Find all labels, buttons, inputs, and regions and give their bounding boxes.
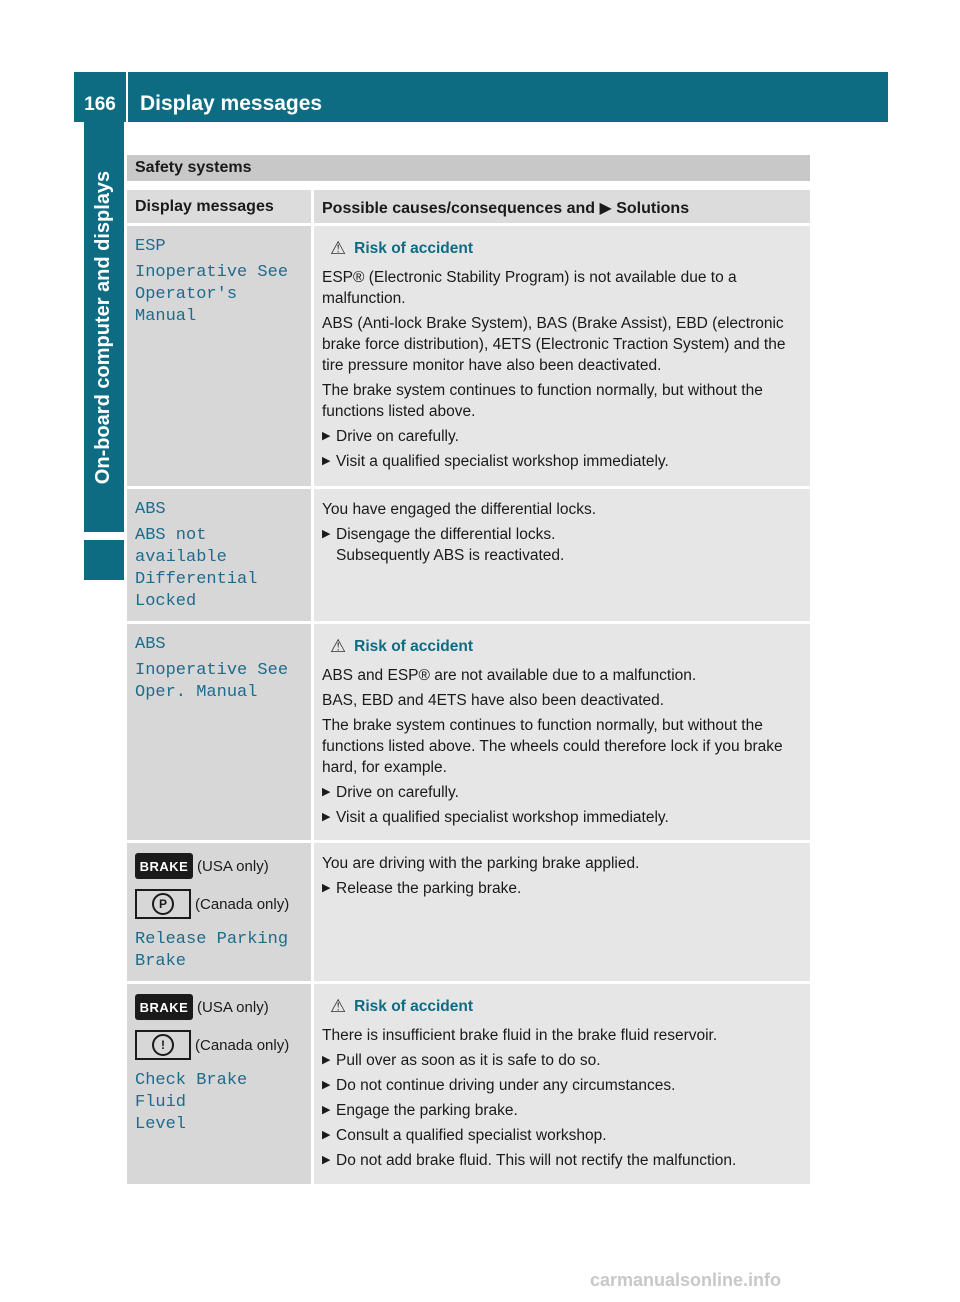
step-text <box>336 524 564 566</box>
display-message-line: ABS not available <box>135 526 227 567</box>
step-text <box>336 782 459 803</box>
icon-line <box>135 994 303 1020</box>
solution-step <box>322 426 804 447</box>
message-cell <box>127 843 311 981</box>
step-label: Drive on carefully. <box>336 784 459 801</box>
arrow-icon: ▶ <box>322 1129 331 1141</box>
message-cell <box>127 489 311 621</box>
step-label: Engage the parking brake. <box>336 1102 518 1119</box>
solution-step <box>322 878 804 899</box>
paragraph: There is insufficient brake fluid in the brake fluid reservoir. <box>322 1027 718 1044</box>
brake-warning-icon: BRAKE <box>135 853 193 879</box>
step-label: Release the parking brake. <box>336 880 522 897</box>
solution-cell <box>314 226 810 486</box>
step-text <box>336 451 669 472</box>
paragraph: You are driving with the parking brake applied. <box>322 855 640 872</box>
warning <box>330 996 804 1017</box>
icon-glyph: P <box>152 893 174 915</box>
region-note: (USA only) <box>197 857 269 875</box>
messages-table <box>127 190 810 1187</box>
table-row <box>127 489 810 624</box>
step-label: Do not add brake fluid. This will not rectify the malfunction. <box>336 1152 737 1169</box>
step-label: Drive on carefully. <box>336 428 459 445</box>
warning <box>330 238 804 259</box>
side-tab-marker <box>84 540 124 580</box>
page-title: Display messages <box>128 72 888 122</box>
brake-warning-icon: BRAKE <box>135 994 193 1020</box>
warning-triangle-icon: ⚠ <box>330 238 347 258</box>
step-text <box>336 1100 518 1121</box>
paragraph: ABS and ESP® are not available due to a malfunction. <box>322 667 697 684</box>
icon-glyph: ! <box>152 1034 174 1056</box>
region-note: (Canada only) <box>195 1036 290 1054</box>
display-message-line: Inoperative See <box>135 263 289 282</box>
brake-fluid-icon <box>135 1030 191 1060</box>
display-message-line: ABS <box>135 635 166 654</box>
message-cell <box>127 624 311 840</box>
step-text <box>336 1050 601 1071</box>
paragraph: BAS, EBD and 4ETS have also been deactivated. <box>322 692 665 709</box>
step-sub: Subsequently ABS is reactivated. <box>336 547 565 564</box>
step-text <box>336 1150 736 1171</box>
solution-step <box>322 807 804 828</box>
arrow-icon: ▶ <box>322 811 331 823</box>
display-message <box>135 236 303 328</box>
display-message-line: Check Brake Fluid <box>135 1071 248 1112</box>
message-cell <box>127 226 311 486</box>
paragraph: ABS (Anti-lock Brake System), BAS (Brake Assist), EBD (electronic brake force distribution), 4ETS (Electronic Traction System) and the tire pressure monitor have also been deactivated. <box>322 315 786 374</box>
paragraph: You have engaged the differential locks. <box>322 501 597 518</box>
step-text <box>336 1075 675 1096</box>
step-label: Visit a qualified specialist workshop immediately. <box>336 809 669 826</box>
paragraph: The brake system continues to function normally, but without the functions listed above. The wheels could therefore lock if you brake hard, for example. <box>322 717 783 776</box>
warning-triangle-icon: ⚠ <box>330 996 347 1016</box>
arrow-icon: ▶ <box>322 1079 331 1091</box>
solution-step <box>322 1100 804 1121</box>
solution-cell <box>314 984 810 1184</box>
solution-step <box>322 524 804 566</box>
solution-step <box>322 782 804 803</box>
solution-cell <box>314 489 810 621</box>
display-message-line: Differential <box>135 570 258 589</box>
paragraph: ESP® (Electronic Stability Program) is not available due to a malfunction. <box>322 269 737 307</box>
warning-label: Risk of accident <box>354 240 474 257</box>
solution-cell <box>314 624 810 840</box>
arrow-icon: ▶ <box>322 528 331 540</box>
display-message-line: Release Parking <box>135 930 289 949</box>
display-message-line: Operator's Manual <box>135 285 238 326</box>
arrow-icon: ▶ <box>322 455 331 467</box>
display-message <box>135 634 303 704</box>
display-message <box>135 499 303 613</box>
solution-step <box>322 451 804 472</box>
step-label: Visit a qualified specialist workshop immediately. <box>336 453 669 470</box>
watermark: carmanualsonline.info <box>590 1270 782 1290</box>
table-header-row <box>127 190 810 226</box>
solution-cell <box>314 843 810 981</box>
step-text <box>336 878 521 899</box>
icon-line <box>135 853 303 879</box>
step-text <box>336 426 459 447</box>
arrow-icon: ▶ <box>322 1054 331 1066</box>
icon-line <box>135 1030 303 1060</box>
region-note: (USA only) <box>197 998 269 1016</box>
parking-brake-icon <box>135 889 191 919</box>
display-message <box>135 929 303 973</box>
step-text <box>336 807 669 828</box>
solution-step <box>322 1125 804 1146</box>
message-cell <box>127 984 311 1184</box>
arrow-icon: ▶ <box>322 430 331 442</box>
display-message-line: Inoperative See <box>135 661 289 680</box>
arrow-icon: ▶ <box>322 1104 331 1116</box>
step-label: Pull over as soon as it is safe to do so. <box>336 1052 601 1069</box>
display-message-line: ESP <box>135 237 166 256</box>
solution-step <box>322 1075 804 1096</box>
warning-triangle-icon: ⚠ <box>330 636 347 656</box>
warning-label: Risk of accident <box>354 998 474 1015</box>
step-label: Disengage the differential locks. <box>336 526 556 543</box>
region-note: (Canada only) <box>195 895 290 913</box>
side-tab-label: On-board computer and displays <box>92 170 115 484</box>
step-text <box>336 1125 607 1146</box>
table-row <box>127 226 810 489</box>
paragraph: The brake system continues to function normally, but without the functions listed above. <box>322 382 763 420</box>
column-header-messages: Display messages <box>127 190 311 223</box>
display-message-line: Locked <box>135 592 197 611</box>
arrow-icon: ▶ <box>322 786 331 798</box>
step-label: Consult a qualified specialist workshop. <box>336 1127 607 1144</box>
warning-label: Risk of accident <box>354 638 474 655</box>
section-title: Safety systems <box>127 155 810 181</box>
table-row <box>127 984 810 1187</box>
page-number: 166 <box>74 72 126 122</box>
display-message-line: Brake <box>135 952 187 971</box>
solution-step <box>322 1050 804 1071</box>
arrow-icon: ▶ <box>322 1154 331 1166</box>
arrow-icon: ▶ <box>322 882 331 894</box>
display-message-line: Oper. Manual <box>135 683 258 702</box>
icon-line <box>135 889 303 919</box>
table-row <box>127 624 810 843</box>
display-message-line: Level <box>135 1115 187 1134</box>
step-label: Do not continue driving under any circumstances. <box>336 1077 676 1094</box>
display-message-line: ABS <box>135 500 166 519</box>
side-tab-text <box>84 122 124 532</box>
warning <box>330 636 804 657</box>
column-header-solutions: Possible causes/consequences and ▶ Solutions <box>314 190 810 223</box>
table-row <box>127 843 810 984</box>
solution-step <box>322 1150 804 1171</box>
display-message <box>135 1070 303 1136</box>
